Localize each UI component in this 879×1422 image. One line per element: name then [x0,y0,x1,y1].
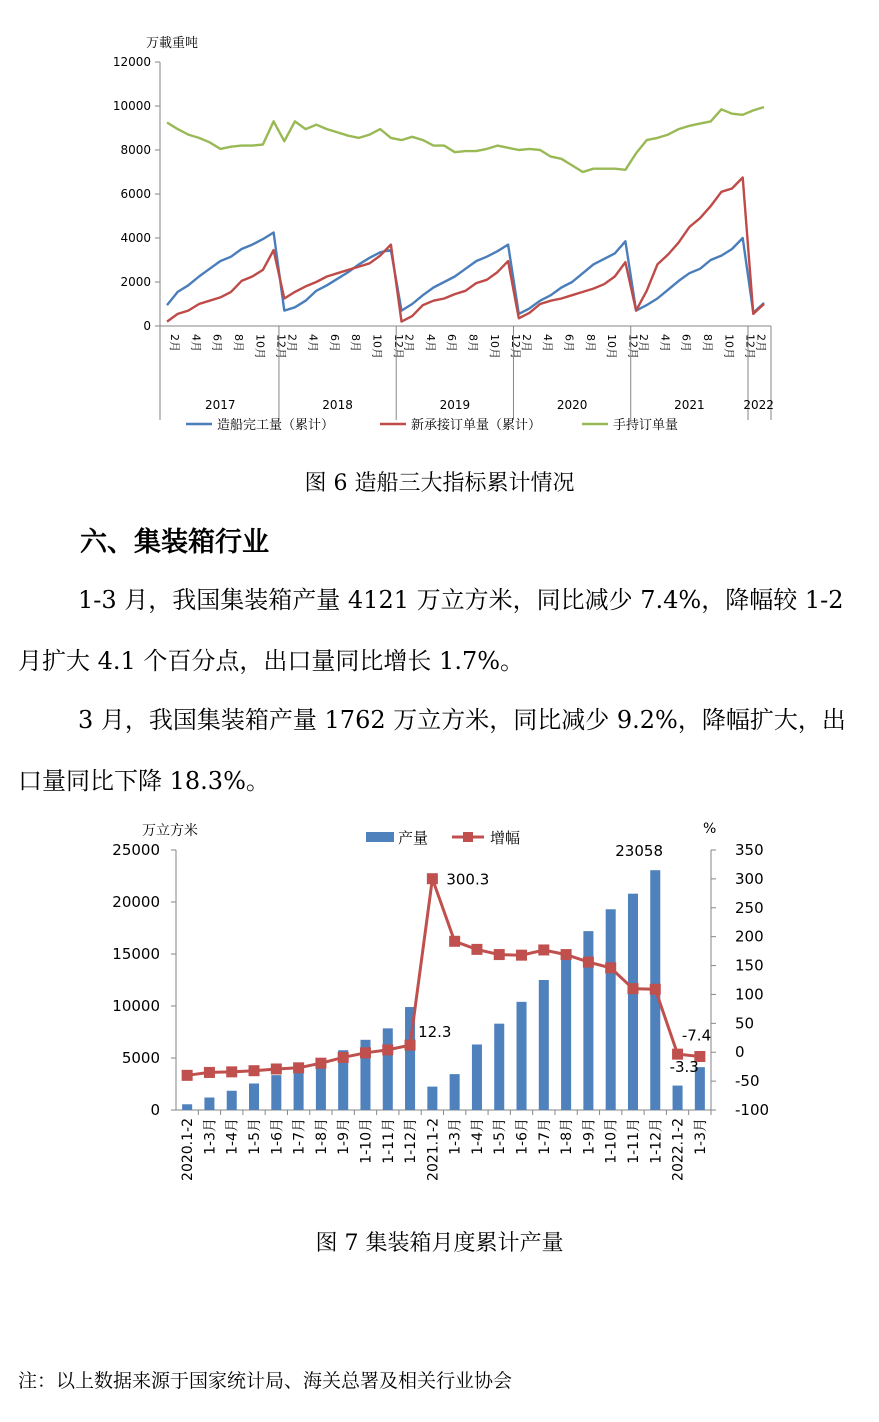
container-chart [0,810,879,1210]
chart2-bar [539,980,549,1110]
chart1-x-tick-label: 4月 [306,334,320,352]
chart1-x-tick-label: 12月 [509,334,523,359]
chart1-x-axis [160,326,774,420]
chart2-growth-marker [538,944,549,955]
chart1-y-tick-label: 8000 [120,143,151,157]
chart1-y-tick-label: 12000 [112,55,151,69]
chart2-x-tick-label: 1-8月 [313,1118,330,1155]
chart2-x-tick-label: 1-3月 [692,1118,709,1155]
figure7-caption: 图 7 集装箱月度累计产量 [315,1231,564,1256]
chart2-growth-marker [494,949,505,960]
chart2-x-tick-label: 1-11月 [380,1118,397,1164]
chart2-y-tick-label: 0 [150,1101,160,1119]
chart1-year-label: 2018 [322,398,353,412]
chart1-x-tick-label: 2月 [402,334,416,352]
chart1-x-tick-label: 10月 [253,334,267,359]
chart2-x-tick-label: 1-7月 [536,1118,553,1155]
chart2-bar [673,1086,683,1110]
chart2-growth-marker [271,1063,282,1074]
chart1-x-tick-label: 4月 [658,334,672,352]
chart2-data-label: -3.3 [669,1058,699,1077]
chart1-x-tick-label: 12月 [626,334,640,359]
chart1-year-label: 2019 [439,398,471,412]
chart2-y2label: % [703,821,717,837]
chart2-bar [271,1075,281,1110]
chart2-bar [517,1002,527,1110]
chart2-data-label: -7.4 [681,1026,712,1045]
chart2-legend-label: 增幅 [490,829,521,847]
chart1-x-tick-label: 8月 [701,334,715,352]
chart2-growth-marker [650,984,661,995]
chart2-legend-swatch [463,832,473,842]
chart1-y-tick-label: 4000 [120,231,151,245]
chart1-year-label: 2020 [556,398,588,412]
chart2-bar [472,1044,482,1110]
chart2-growth-marker [516,950,527,961]
chart2-data-label: 23058 [615,842,663,861]
chart1-x-tick-label: 4月 [423,334,437,352]
chart2-growth-marker [226,1066,237,1077]
chart2-legend-swatch [366,832,394,842]
chart1-y-tick-label: 2000 [120,275,151,289]
chart2-y2-tick-label: 250 [735,898,764,917]
chart2-x-tick-label: 1-7月 [291,1118,308,1155]
chart2-x-tick-label: 1-4月 [469,1118,486,1155]
chart1-x-tick-label: 2月 [168,334,181,352]
chart2-y2-tick-label: -100 [735,1101,770,1119]
chart2-x-tick-label: 1-4月 [224,1118,241,1155]
chart1-legend-label: 手持订单量 [613,418,679,433]
chart1-legend-label: 新承接订单量（累计） [411,418,542,433]
chart1-x-tick-label: 2月 [754,334,768,352]
chart2-x-tick-label: 1-10月 [358,1118,375,1164]
chart1-x-tick-label: 6月 [562,334,576,352]
chart1-y-axis [113,55,160,333]
chart2-x-tick-label: 1-6月 [514,1118,531,1155]
chart1-legend-label: 造船完工量（累计） [217,418,335,433]
chart2-x-tick-label: 1-3月 [202,1118,219,1155]
chart2-growth-marker [315,1058,326,1069]
chart2-bar [427,1087,437,1110]
chart1-x-tick-label: 2月 [285,334,299,352]
chart2-growth-marker [293,1062,304,1073]
chart1-year-label: 2021 [674,398,705,412]
chart1-series [167,107,764,322]
paragraph-2 [18,690,868,812]
chart2-bar [628,894,638,1110]
chart2-growth-marker [427,873,438,884]
chart2-bar [182,1104,192,1110]
section-heading: 六、集装箱行业 [80,527,269,558]
chart1-x-tick-label: 4月 [541,334,555,352]
paragraph-1 [18,570,868,692]
chart2-x-tick-label: 1-3月 [447,1118,464,1155]
chart2-growth-marker [204,1067,215,1078]
chart2-x-tick-label: 2020.1-2 [180,1118,197,1181]
chart2-growth-marker [360,1047,371,1058]
chart2-x-tick-label: 1-5月 [492,1118,509,1155]
chart1-series-line [167,107,764,172]
chart2-y2-tick-label: 150 [735,956,764,975]
chart1-x-tick-label: 4月 [189,334,203,352]
chart1-x-tick-label: 2月 [519,334,533,352]
chart2-growth-marker [338,1052,349,1063]
chart1-y-tick-label: 6000 [120,187,151,201]
chart1-x-tick-label: 8月 [349,334,363,352]
chart2-x-tick-label: 1-12月 [648,1118,665,1164]
chart1-legend [186,417,678,433]
chart2-growth-marker [182,1070,193,1081]
source-note: 注：以上数据来源于国家统计局、海关总署及相关行业协会 [18,1370,513,1392]
chart1-series-line [167,178,764,322]
chart2-y-tick-label: 5000 [121,1049,160,1067]
chart2-bar [227,1091,237,1110]
chart2-x-tick-label: 2021.1-2 [425,1118,442,1181]
chart2-y-tick-label: 15000 [112,945,160,963]
chart2-bar [606,909,616,1110]
chart2-bar [561,955,571,1110]
chart2-y2-tick-label: -50 [735,1072,760,1091]
chart2-growth-marker [627,983,638,994]
chart2-y2-tick-label: 350 [735,841,764,859]
chart1-x-tick-label: 2月 [637,334,651,352]
chart2-growth-marker [449,936,460,947]
chart2-growth-marker [405,1040,416,1051]
chart2-growth-marker [583,957,594,968]
chart1-x-tick-label: 10月 [605,334,619,359]
paragraph-2-text: 3 月，我国集装箱产量 1762 万立方米，同比减少 9.2%，降幅扩大，出口量同比下降 18.3%。 [18,706,846,795]
chart1-x-tick-label: 8月 [231,334,245,352]
chart1-x-tick-label: 8月 [583,334,597,352]
chart2-y2-tick-label: 100 [735,985,764,1004]
chart2-growth-marker [249,1065,260,1076]
chart2-y-tick-label: 25000 [112,841,160,859]
chart1-ylabel: 万載重吨 [146,36,199,51]
chart2-x-tick-label: 1-5月 [247,1118,264,1155]
chart2-bar [249,1083,259,1110]
chart2-bar [204,1098,214,1110]
chart2-legend [366,829,520,847]
chart2-y2-tick-label: 300 [735,869,764,888]
chart1-year-label: 2017 [205,398,236,412]
chart1-y-tick-label: 10000 [112,99,151,113]
chart2-x-tick-label: 1-9月 [581,1118,598,1155]
chart2-growth-marker [382,1044,393,1055]
chart2-growth-marker [605,962,616,973]
chart2-bar [494,1024,504,1110]
chart2-y-tick-label: 20000 [112,893,160,911]
chart2-legend-label: 产量 [398,829,429,847]
chart1-x-tick-label: 10月 [370,334,384,359]
chart1-x-tick-label: 12月 [274,334,288,359]
chart2-x-tick-label: 1-6月 [269,1118,286,1155]
chart2-data-label: 300.3 [446,870,490,889]
chart2-y-tick-label: 10000 [112,997,160,1015]
chart1-x-tick-label: 10月 [722,334,736,359]
chart2-x-tick-label: 2022.1-2 [670,1118,687,1181]
chart2-bar [450,1074,460,1110]
chart1-x-tick-label: 6月 [679,334,693,352]
chart2-data-label: 12.3 [418,1023,452,1042]
chart2-y2-tick-label: 50 [735,1014,755,1033]
chart2-x-tick-label: 1-10月 [603,1118,620,1164]
chart2-y2-tick-label: 0 [735,1043,745,1062]
chart2-x-tick-label: 1-11月 [625,1118,642,1164]
chart1-x-tick-label: 6月 [210,334,224,352]
chart1-x-tick-label: 10月 [487,334,501,359]
chart2-bar [383,1028,393,1110]
paragraph-1-text: 1-3 月，我国集装箱产量 4121 万立方米，同比减少 7.4%，降幅较 1-2 月扩大 4.1 个百分点，出口量同比增长 1.7%。 [18,586,844,675]
chart2-growth-polyline [187,879,700,1076]
chart2-x-tick-label: 1-8月 [559,1118,576,1155]
chart1-x-tick-label: 12月 [743,334,757,359]
shipbuilding-chart [0,0,879,460]
chart1-year-label: 2022 [743,398,774,412]
chart1-x-tick-label: 8月 [466,334,480,352]
chart1-x-tick-label: 6月 [327,334,341,352]
chart1-x-tick-label: 6月 [445,334,459,352]
chart2-x-tick-label: 1-9月 [336,1118,353,1155]
chart1-y-tick-label: 0 [143,319,151,333]
chart2-ylabel: 万立方米 [142,823,198,839]
chart2-y2-tick-label: 200 [735,927,764,946]
chart2-growth-marker [471,944,482,955]
chart2-x-tick-label: 1-12月 [403,1118,420,1164]
chart2-growth-marker [561,949,572,960]
chart2-axes [112,841,769,1181]
chart1-x-tick-label: 12月 [391,334,405,359]
figure6-caption: 图 6 造船三大指标累计情况 [304,471,575,496]
